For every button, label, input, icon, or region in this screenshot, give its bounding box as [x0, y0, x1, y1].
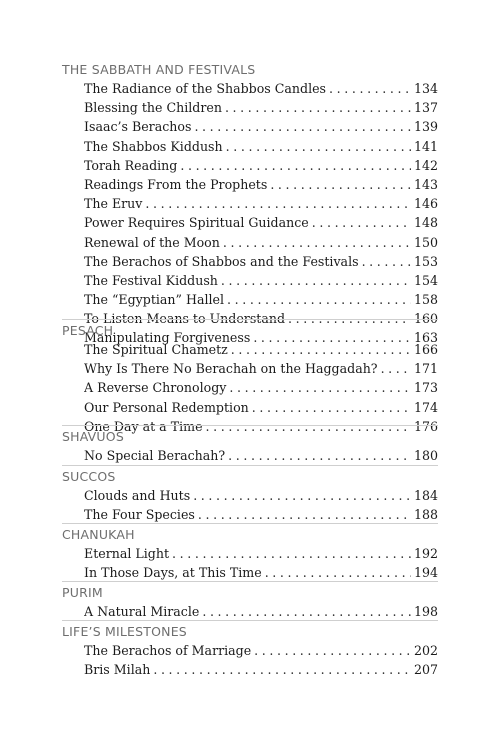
toc-entry-list: [84, 486, 438, 524]
entry-page-number: 139: [413, 119, 438, 135]
toc-entry-list: [84, 79, 438, 348]
entry-title: In Those Days, at This Time: [84, 565, 262, 581]
dot-leader: [198, 505, 411, 524]
toc-entry[interactable]: [84, 340, 438, 359]
entry-page-number: 141: [413, 138, 438, 154]
dot-leader: [225, 98, 411, 117]
entry-title: Torah Reading: [84, 157, 178, 173]
entry-page-number: 153: [413, 253, 438, 269]
dot-leader: [221, 271, 411, 290]
entry-title: Why Is There No Berachah on the Haggadah?: [84, 361, 378, 377]
toc-entry[interactable]: [84, 98, 438, 117]
entry-page-number: 160: [413, 311, 438, 327]
dot-leader: [227, 290, 411, 309]
entry-page-number: 202: [413, 643, 438, 658]
entry-page-number: 137: [413, 100, 438, 116]
toc-entry[interactable]: [84, 486, 438, 505]
toc-entry[interactable]: [84, 79, 438, 98]
entry-title: Our Personal Redemption: [84, 399, 249, 415]
entry-page-number: 176: [413, 418, 438, 434]
toc-entry[interactable]: [84, 398, 438, 417]
entry-title: The Shabbos Kiddush: [84, 138, 223, 154]
entry-title: Readings From the Prophets: [84, 176, 268, 192]
entry-title: The Spiritual Chametz: [84, 342, 228, 357]
entry-page-number: 207: [413, 662, 438, 678]
section-shavuos: [62, 425, 438, 465]
dot-leader: [362, 252, 411, 271]
section-heading: PURIM: [62, 581, 438, 602]
entry-page-number: 158: [413, 292, 438, 308]
dot-leader: [312, 213, 411, 232]
toc-entry[interactable]: [84, 563, 438, 582]
entry-page-number: 174: [413, 399, 438, 415]
section-heading: CHANUKAH: [62, 523, 438, 544]
entry-title: A Reverse Chronology: [84, 380, 227, 396]
dot-leader: [252, 398, 411, 417]
entry-title: No Special Berachah?: [84, 448, 226, 463]
section-succos: [62, 465, 438, 524]
entry-title: Bris Milah: [84, 662, 151, 678]
toc-entry[interactable]: [84, 252, 438, 271]
toc-entry[interactable]: [84, 602, 438, 621]
toc-entry-list: [84, 340, 438, 436]
dot-leader: [180, 156, 411, 175]
toc-entry[interactable]: [84, 359, 438, 378]
dot-leader: [172, 544, 411, 563]
entry-page-number: 134: [413, 81, 438, 96]
entry-title: Clouds and Huts: [84, 488, 191, 503]
section-heading: SUCCOS: [62, 465, 438, 486]
dot-leader: [265, 563, 411, 582]
entry-page-number: 163: [413, 330, 438, 346]
entry-title: Eternal Light: [84, 546, 170, 561]
dot-leader: [223, 233, 411, 252]
entry-page-number: 142: [413, 157, 438, 173]
section-purim: [62, 581, 438, 621]
entry-page-number: 198: [413, 604, 438, 619]
dot-leader: [153, 660, 411, 679]
section-heading: LIFE’S MILESTONES: [62, 620, 438, 641]
toc-entry[interactable]: [84, 271, 438, 290]
toc-entry[interactable]: [84, 290, 438, 309]
entry-page-number: 192: [413, 546, 438, 561]
entry-title: Manipulating Forgiveness: [84, 330, 251, 346]
entry-page-number: 173: [413, 380, 438, 396]
dot-leader: [254, 641, 411, 660]
section-lifes-milestones: [62, 620, 438, 679]
dot-leader: [226, 137, 411, 156]
dot-leader: [231, 340, 411, 359]
toc-entry[interactable]: [84, 175, 438, 194]
entry-page-number: 180: [413, 448, 438, 463]
dot-leader: [381, 359, 411, 378]
dot-leader: [228, 446, 411, 465]
toc-entry[interactable]: [84, 660, 438, 679]
dot-leader: [145, 194, 411, 213]
entry-page-number: 188: [413, 507, 438, 523]
entry-page-number: 146: [413, 196, 438, 212]
section-heading: THE SABBATH AND FESTIVALS: [62, 62, 256, 77]
entry-title: To Listen Means to Understand: [84, 311, 286, 327]
entry-page-number: 184: [413, 488, 438, 503]
toc-entry[interactable]: [84, 117, 438, 136]
entry-page-number: 171: [413, 361, 438, 377]
dot-leader: [193, 486, 411, 505]
entry-page-number: 166: [413, 342, 438, 357]
dot-leader: [270, 175, 411, 194]
entry-title: Renewal of the Moon: [84, 234, 220, 250]
section-heading: SHAVUOS: [62, 425, 438, 446]
toc-entry[interactable]: [84, 137, 438, 156]
dot-leader: [194, 117, 411, 136]
entry-title: The Radiance of the Shabbos Candles: [84, 81, 327, 96]
entry-title: One Day at a Time: [84, 418, 203, 434]
toc-entry[interactable]: [84, 378, 438, 397]
section-sabbath-and-festivals: [62, 59, 438, 348]
section-pesach: [62, 319, 438, 436]
toc-entry[interactable]: [84, 544, 438, 563]
entry-page-number: 154: [413, 272, 438, 288]
entry-page-number: 148: [413, 215, 438, 231]
entry-page-number: 194: [413, 565, 438, 581]
toc-entry-list: [84, 641, 438, 679]
toc-entry[interactable]: [84, 233, 438, 252]
toc-entry-list: [84, 544, 438, 582]
entry-page-number: 143: [413, 176, 438, 192]
section-chanukah: [62, 523, 438, 582]
toc-entry[interactable]: [84, 641, 438, 660]
toc-entry-list: [84, 602, 438, 621]
entry-page-number: 150: [413, 234, 438, 250]
entry-title: The “Egyptian” Hallel: [84, 292, 225, 308]
toc-entry[interactable]: [84, 446, 438, 465]
toc-entry[interactable]: [84, 213, 438, 232]
entry-title: Isaac’s Berachos: [84, 119, 192, 135]
toc-entry[interactable]: [84, 194, 438, 213]
entry-title: A Natural Miracle: [84, 604, 200, 619]
entry-title: The Festival Kiddush: [84, 272, 218, 288]
toc-entry-list: [84, 446, 438, 465]
dot-leader: [329, 79, 411, 98]
dot-leader: [202, 602, 411, 621]
toc-entry[interactable]: [84, 505, 438, 524]
entry-title: The Berachos of Marriage: [84, 643, 252, 658]
entry-title: The Four Species: [84, 507, 195, 523]
entry-title: Blessing the Children: [84, 100, 222, 116]
entry-title: The Eruv: [84, 196, 143, 212]
toc-entry[interactable]: [84, 156, 438, 175]
dot-leader: [229, 378, 411, 397]
entry-title: The Berachos of Shabbos and the Festivals: [84, 253, 359, 269]
entry-title: Power Requires Spiritual Guidance: [84, 215, 309, 231]
section-heading: PESACH: [62, 319, 438, 340]
